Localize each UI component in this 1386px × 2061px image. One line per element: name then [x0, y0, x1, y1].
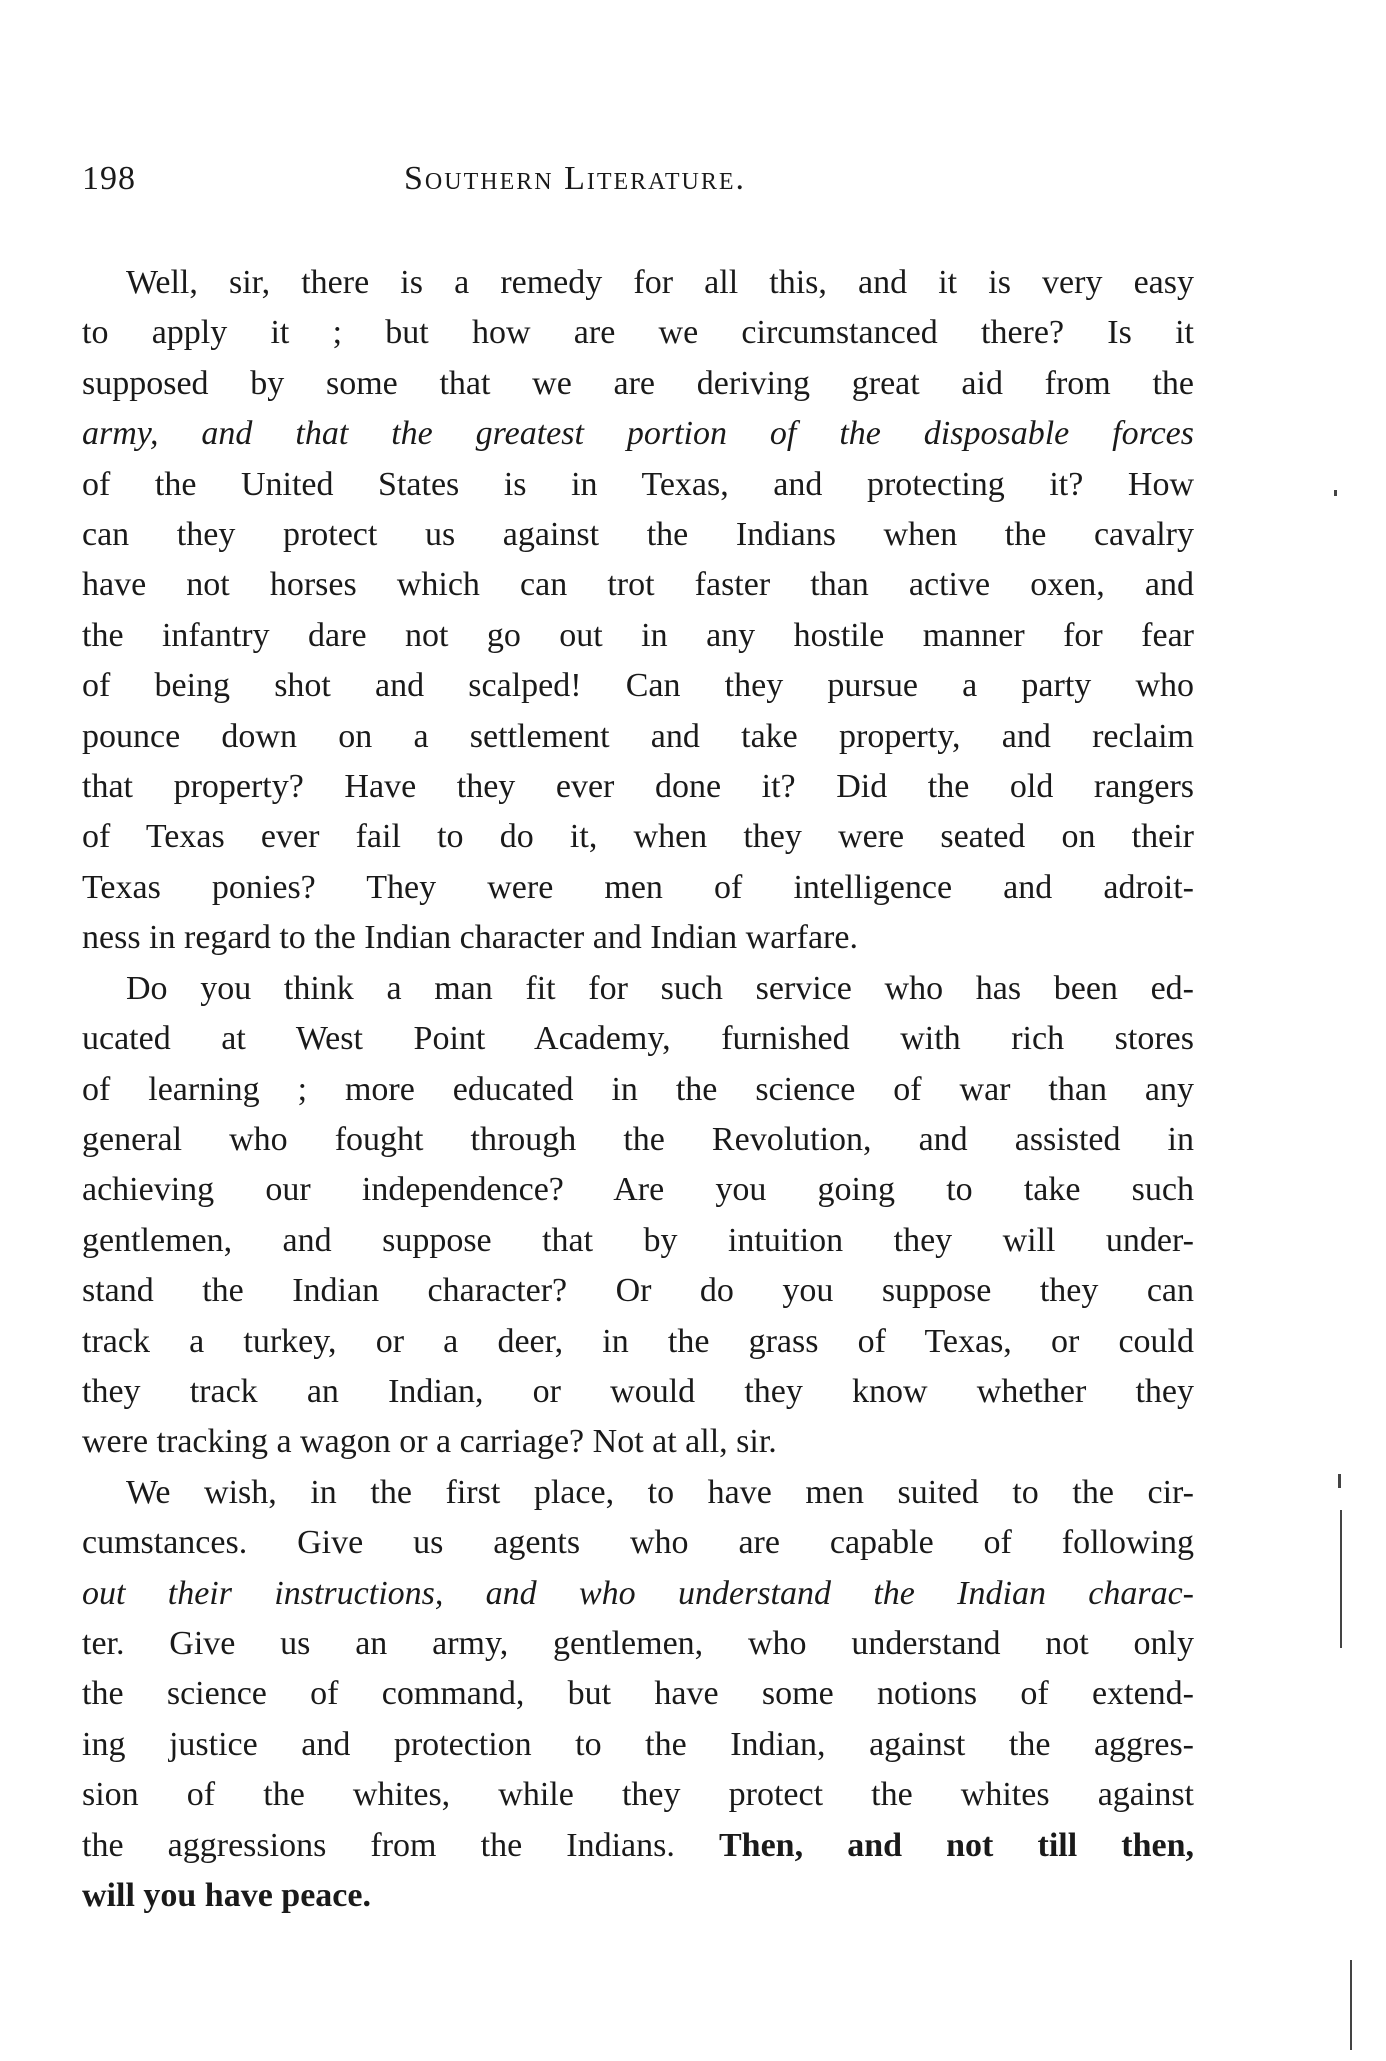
closing-line: will you have peace. [82, 1877, 371, 1914]
text-line: of the United States is in Texas, and protecting it? How [82, 465, 1194, 503]
text-line: Texas ponies? They were men of intelligence and adroit- [82, 868, 1194, 906]
text-line: of learning ; more educated in the science of war than any [82, 1070, 1194, 1108]
text-line: were tracking a wagon or a carriage? Not at all, sir. [82, 1423, 777, 1461]
text-line: the science of command, but have some notions of extend- [82, 1675, 1194, 1713]
text-line: Do you think a man fit for such service who has been ed- [126, 969, 1194, 1007]
text-line: gentlemen, and suppose that by intuition they will under- [82, 1221, 1194, 1259]
body-text [82, 258, 1194, 1921]
margin-mark [1338, 1474, 1341, 1488]
text-line: general who fought through the Revolution, and assisted in [82, 1120, 1194, 1158]
text-line: the infantry dare not go out in any hostile manner for fear [82, 616, 1194, 654]
text-segment: the aggressions from the Indians. [82, 1826, 675, 1864]
text-line: to apply it ; but how are we circumstanced there? Is it [82, 314, 1194, 352]
text-line: have not horses which can trot faster than active oxen, and [82, 566, 1194, 604]
text-line: that property? Have they ever done it? Did the old rangers [82, 768, 1194, 806]
text-line: army, and that the greatest portion of the disposable forces [82, 415, 1194, 453]
text-line: out their instructions, and who understand the Indian charac- [82, 1574, 1194, 1612]
margin-mark [1334, 490, 1337, 496]
emphasis-text: Then, and not till then, [719, 1826, 1195, 1864]
paragraph-2 [82, 964, 1194, 1468]
running-title: Southern Literature. [404, 160, 746, 197]
running-head [82, 160, 882, 210]
text-line: ing justice and protection to the Indian, against the aggres- [82, 1725, 1194, 1763]
text-line: stand the Indian character? Or do you suppose they can [82, 1272, 1194, 1310]
text-line: ter. Give us an army, gentlemen, who understand not only [82, 1624, 1194, 1662]
text-line: of Texas ever fail to do it, when they were seated on their [82, 818, 1194, 856]
text-line: they track an Indian, or would they know whether they [82, 1372, 1194, 1410]
text-line: can they protect us against the Indians when the cavalry [82, 516, 1194, 554]
text-line-mixed [82, 1821, 1194, 1871]
text-line: supposed by some that we are deriving great aid from the [82, 364, 1194, 402]
text-line: sion of the whites, while they protect the whites against [82, 1776, 1194, 1814]
text-line: achieving our independence? Are you going to take such [82, 1171, 1194, 1209]
text-line: pounce down on a settlement and take property, and reclaim [82, 717, 1194, 755]
margin-mark [1350, 1960, 1352, 2050]
margin-mark [1340, 1510, 1342, 1648]
paragraph-1 [82, 258, 1194, 964]
paragraph-3 [82, 1468, 1194, 1922]
text-line: We wish, in the first place, to have men suited to the cir- [126, 1473, 1194, 1511]
text-line: cumstances. Give us agents who are capable of following [82, 1524, 1194, 1562]
text-line: Well, sir, there is a remedy for all this, and it is very easy [126, 264, 1194, 301]
text-line: ucated at West Point Academy, furnished with rich stores [82, 1020, 1194, 1058]
text-line: of being shot and scalped! Can they pursue a party who [82, 667, 1194, 705]
text-line: ness in regard to the Indian character and Indian warfare. [82, 919, 858, 957]
text-line: track a turkey, or a deer, in the grass of Texas, or could [82, 1322, 1194, 1360]
page-number: 198 [82, 160, 136, 197]
